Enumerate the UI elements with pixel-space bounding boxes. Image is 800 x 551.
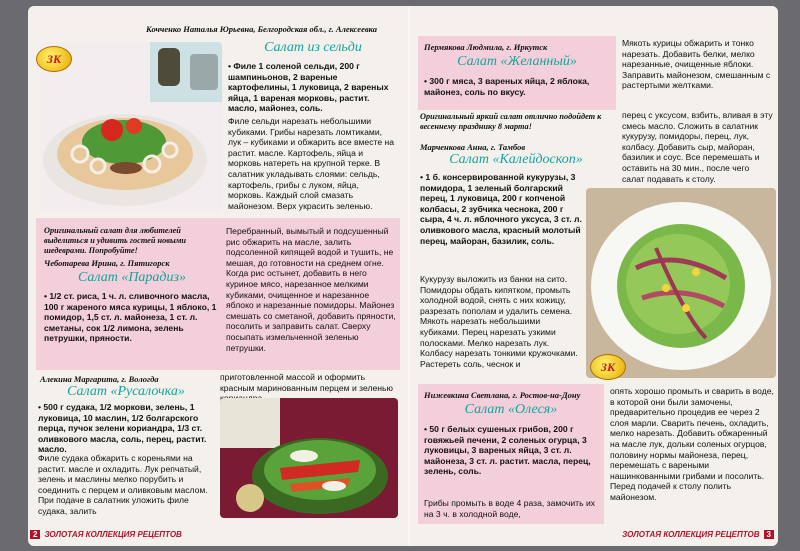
right-footer-title: ЗОЛОТАЯ КОЛЛЕКЦИЯ РЕЦЕПТОВ — [622, 529, 760, 539]
left-method-1: Филе сельди нарезать небольшими кубиками. Грибы нарезать ломтиками, лук – кубиками и обжарить все вместе на растит. масле. Картофель, яйца и морковь натереть на крупной терке. В салатник укладывать слоями: сельдь, картофель, грибы с луком, яйца, морковь. Каждый слой смазать майонезом. Верх украсить зеленью. — [228, 116, 395, 211]
right-page — [410, 6, 778, 546]
left-author-2: Чеботарева Ирина, г. Пятигорск — [44, 258, 170, 268]
right-title-1: Салат «Желанный» — [457, 54, 577, 69]
left-page-number: 2 — [30, 530, 40, 539]
left-method-3: Филе судака обжарить с кореньями на растит. масле и охладить. Лук репчатый, зелень и маслины мелко порубить и соединить с перцем и оливковым маслом. При подаче в салатник уложить филе судака, залить — [38, 453, 208, 516]
right-footer — [590, 528, 774, 540]
right-author-3: Нижевкина Светлана, г. Ростов-на-Дону — [424, 390, 581, 400]
zk-badge-icon: ЗК — [36, 46, 72, 72]
left-footer — [30, 528, 406, 540]
left-intro-2: Оригинальный салат для любителей выделиться и удивить гостей новыми шедеврами. Попробуйте! — [44, 226, 187, 255]
right-method-2: Кукурузу выложить из банки на сито. Помидоры обдать кипятком, промыть холодной водой, снять с них кожицу, разрезать пополам и удалить семена. Мякоть нарезать небольшими кубиками. Перец нарезать узкими полосками. Мелко нарезать лук. Колбасу нарезать тонкими кружочками. Растереть соль, чеснок и — [420, 274, 578, 369]
right-title-2: Салат «Калейдоскоп» — [449, 152, 583, 167]
zhelanny-recipe-box — [418, 36, 616, 110]
left-author-3: Алекина Маргарита, г. Вологда — [40, 374, 159, 384]
right-ingredients-1: • 300 г мяса, 3 вареных яйца, 2 яблока, майонез, соль по вкусу. — [424, 76, 590, 97]
left-title-2: Салат «Парадиз» — [78, 270, 186, 285]
left-method-2: Перебранный, вымытый и подсушенный рис обжарить на масле, залить подсоленной кипящей водой и тушить, не мешая, до готовности на среднем огне. Когда рис остынет, добавить в него куриное мясо, нарезанное мелкими кубиками, очищенное и нарезанное яблоко и нарезанные помидоры. Майонез смешать со сметаной, добавить пряности, посолить и заправить салат. Сверху посыпать измельченной зеленью петрушки. — [226, 226, 396, 353]
right-method-2-continued: перец с уксусом, взбить, вливая в эту смесь масло. Сложить в салатник кукурузу, помидоры, перец, лук, колбасу. Добавить сыр, майоран, базилик и соус. Все перемешать и оставить на 30 мин., после чего салат подавать к столу. — [622, 110, 773, 184]
left-ingredients-3: • 500 г судака, 1/2 моркови, зелень, 1 луковица, 10 маслин, 1/2 болгарского перца, пучок зелени кориандра, 1/3 ст. оливкового масла, соль, перец, растит. масло. — [38, 402, 207, 455]
right-method-3-continued: опять хорошо промыть и сварить в воде, в которой они были замочены, предварительно процедив ее через 2 слоя марли. Сварить печень, охладить, мелко нарезать. Добавить обжаренный на масле лук, дольки соленых огурцов, половину нормы майонеза, перец, перемешать с вареными нашинкованными грибами и посолить. Перед подачей к столу полить майонезом. — [610, 386, 774, 502]
left-page — [28, 6, 408, 546]
paradise-recipe-box — [36, 218, 400, 370]
right-method-3: Грибы промыть в воде 4 раза, замочить их на 3 ч. в холодной воде, — [424, 498, 596, 519]
left-title-1: Салат из сельди — [264, 40, 362, 55]
right-ingredients-2: • 1 б. консервированной кукурузы, 3 помидора, 1 зеленый болгарский перец, 1 луковица, 200 г копченой колбасы, 2 зубчика чеснока, 200 г сыра, 4 ч. л. яблочного уксуса, 3 ст. л. оливкового масла, красный молотый перец, майоран, базилик, соль. — [420, 172, 582, 246]
right-title-3: Салат «Олеся» — [464, 402, 558, 417]
right-page-number: 3 — [764, 530, 774, 539]
olesya-recipe-box — [418, 384, 604, 524]
right-ingredients-3: • 50 г белых сушеных грибов, 200 г говяжьей печени, 2 соленых огурца, 3 луковицы, 3 вареных яйца, 3 ст. л. майонеза, 3 ст. л. растит. масла, перец, зелень, соль. — [424, 424, 591, 477]
kaleidoscope-salad-photo — [586, 188, 776, 378]
left-title-3: Салат «Русалочка» — [67, 384, 185, 399]
left-footer-title: ЗОЛОТАЯ КОЛЛЕКЦИЯ РЕЦЕПТОВ — [44, 529, 182, 539]
right-intro-2: Оригинальный яркий салат отлично подойдет к весеннему празднику 8 марта! — [420, 112, 602, 131]
right-author-1: Пермякова Людмила, г. Иркутск — [424, 42, 548, 52]
left-ingredients-2: • 1/2 ст. риса, 1 ч. л. сливочного масла, 100 г жареного мяса курицы, 1 яблоко, 1 помидор, 1,5 ст. л. майонеза, 1 ст. л. сметаны, сок 1/2 лимона, зелень петрушки, пряности. — [44, 291, 217, 344]
left-method-3-continued: приготовленной массой и оформить красным маринованным перцем и зеленью — [220, 372, 393, 393]
rusalochka-salad-photo — [220, 398, 398, 518]
left-ingredients-1: • Филе 1 соленой сельди, 200 г шампиньонов, 2 вареные картофелины, 1 луковица, 2 вареных яйца, 1 вареная морковь, растит. масло, майонез, соль. — [228, 61, 389, 114]
right-author-2: Марченкова Анна, г. Тамбов — [420, 142, 526, 152]
right-method-1: Мякоть курицы обжарить и тонко нарезать. Добавить белки, мелко нарезанные, очищенные яблоки. Заправить майонезом, смешанным с растертыми желтками. — [622, 38, 771, 91]
zk-badge-right-icon: ЗК — [590, 354, 626, 380]
left-author-1: Кочченко Наталья Юрьевна, Белгородская обл., г. Алексеевка — [146, 24, 377, 34]
